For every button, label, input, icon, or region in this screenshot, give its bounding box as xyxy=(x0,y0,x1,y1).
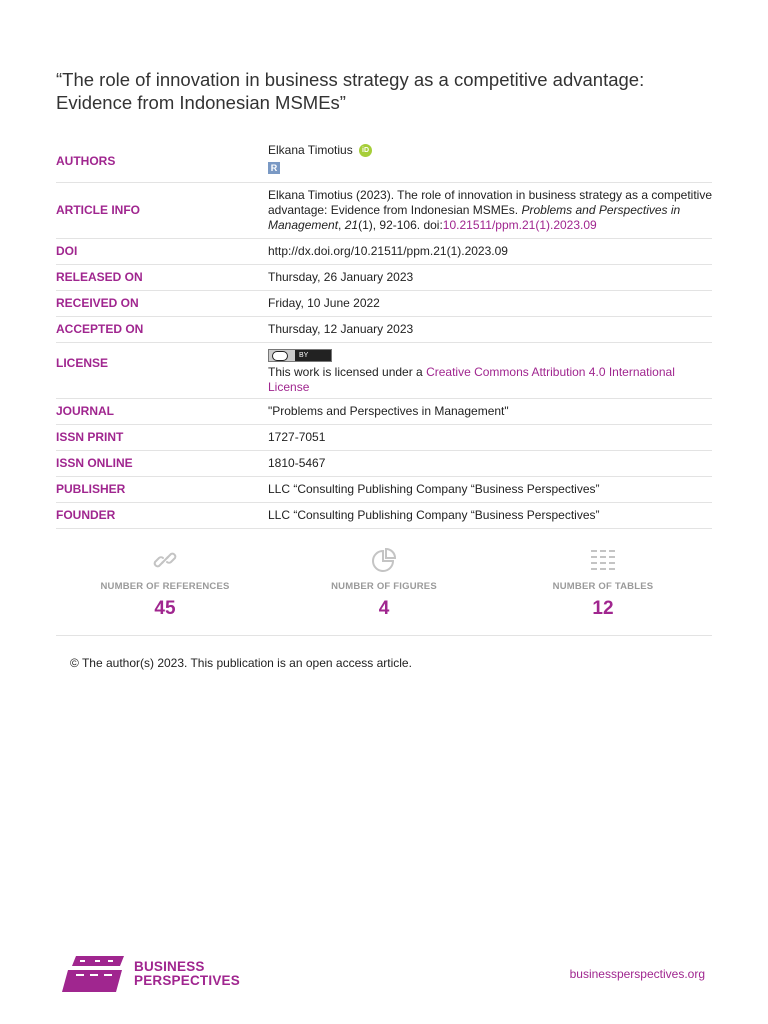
publisher-label: PUBLISHER xyxy=(56,482,126,496)
researcherid-icon[interactable]: R xyxy=(268,162,280,174)
table-icon xyxy=(493,546,713,574)
stat-tables-value: 12 xyxy=(592,598,614,619)
received-label: RECEIVED ON xyxy=(56,296,139,310)
released-label: RELEASED ON xyxy=(56,270,143,284)
issn-print-row xyxy=(56,425,712,451)
founder-row xyxy=(56,503,712,528)
stat-tables xyxy=(493,546,713,620)
accepted-label: ACCEPTED ON xyxy=(56,322,144,336)
license-text: This work is licensed under a xyxy=(268,365,427,379)
released-value: Thursday, 26 January 2023 xyxy=(268,270,414,284)
released-row xyxy=(56,265,712,291)
article-info-citation: Elkana Timotius (2023). The role of innovation in business strategy as a competitive advantage: Evidence from Indonesian MSMEs. Problems and Perspectives in Management, 21(1), 92-106. doi:10.21511/ppm.21(1).2023.09 xyxy=(268,188,713,232)
brand-name: BUSINESS PERSPECTIVES xyxy=(134,959,240,988)
stat-references-value: 45 xyxy=(154,598,176,619)
stats-divider-bottom xyxy=(56,635,712,636)
doi-label: DOI xyxy=(56,244,78,258)
license-link[interactable]: Creative Commons Attribution 4.0 International License xyxy=(268,365,675,394)
stat-figures xyxy=(274,546,494,620)
author-name-link[interactable]: Elkana Timotius xyxy=(268,143,353,157)
received-row xyxy=(56,291,712,317)
article-meta-table xyxy=(56,140,712,528)
journal-row xyxy=(56,399,712,425)
authors-label: AUTHORS xyxy=(56,153,116,168)
orcid-icon[interactable]: iD xyxy=(359,144,372,157)
issn-online-row xyxy=(56,451,712,477)
doi-value[interactable]: http://dx.doi.org/10.21511/ppm.21(1).2023.09 xyxy=(268,244,508,258)
issn-print-label: ISSN PRINT xyxy=(56,430,124,444)
citation-doi-link[interactable]: 10.21511/ppm.21(1).2023.09 xyxy=(442,218,597,232)
issn-print-value: 1727-7051 xyxy=(268,430,326,444)
website-link[interactable]: businessperspectives.org xyxy=(569,967,705,981)
stat-figures-value: 4 xyxy=(378,598,390,619)
copyright-notice: © The author(s) 2023. This publication is an open access article. xyxy=(70,656,412,670)
business-perspectives-logo[interactable] xyxy=(62,956,240,992)
authors-row xyxy=(56,140,712,183)
issn-online-value: 1810-5467 xyxy=(268,456,326,470)
stats-divider-top xyxy=(56,528,712,529)
journal-value: "Problems and Perspectives in Management" xyxy=(268,404,509,418)
bp-logo-mark-icon xyxy=(62,956,128,992)
stat-references-label: NUMBER OF REFERENCES xyxy=(100,581,230,592)
stat-tables-label: NUMBER OF TABLES xyxy=(552,581,654,592)
license-row xyxy=(56,343,712,399)
journal-label: JOURNAL xyxy=(56,404,115,418)
page-title: “The role of innovation in business strategy as a competitive advantage: Evidence from Indonesian MSMEs” xyxy=(56,69,645,113)
issn-online-label: ISSN ONLINE xyxy=(56,456,133,470)
article-info-label: ARTICLE INFO xyxy=(56,203,140,217)
received-value: Friday, 10 June 2022 xyxy=(268,296,380,310)
stat-references xyxy=(55,546,275,620)
article-info-row xyxy=(56,183,712,239)
cc-by-badge-icon[interactable]: BY xyxy=(268,349,332,362)
founder-value: LLC “Consulting Publishing Company “Business Perspectives” xyxy=(268,508,600,522)
doi-row xyxy=(56,239,712,265)
founder-label: FOUNDER xyxy=(56,508,116,522)
link-icon xyxy=(55,546,275,574)
publisher-row xyxy=(56,477,712,503)
accepted-value: Thursday, 12 January 2023 xyxy=(268,322,414,336)
accepted-row xyxy=(56,317,712,343)
stat-figures-label: NUMBER OF FIGURES xyxy=(331,581,437,592)
pie-chart-icon xyxy=(274,546,494,574)
publisher-value: LLC “Consulting Publishing Company “Business Perspectives” xyxy=(268,482,600,496)
license-label: LICENSE xyxy=(56,356,109,370)
